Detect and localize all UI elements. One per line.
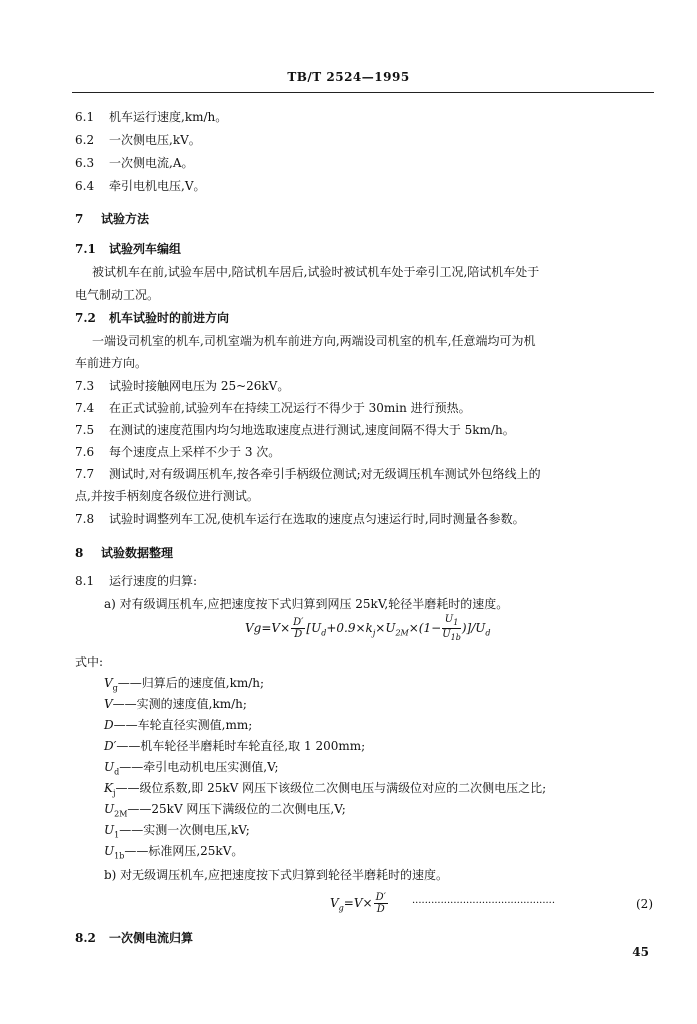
formula-2-leader-dots: ·············································	[412, 898, 556, 909]
formula-2: $V_g=V\times$ $\frac{D'}{D}$	[330, 892, 386, 915]
def-ud: $U_d——$牵引电动机电压实测值,V;	[104, 760, 279, 777]
section-7-8: 7.8 试验时调整列车工况,使机车运行在选取的速度点匀速运行时,同时测量各参数。	[75, 512, 525, 526]
section-7-2-body-1: 一端设司机室的机车,司机室端为机车前进方向,两端设司机室的机车,任意端均可为机	[92, 334, 536, 348]
def-d-prime: D′——机车轮径半磨耗时车轮直径,取 1 200mm;	[104, 739, 366, 753]
def-vg: $V_g——$归算后的速度值,km/h;	[104, 676, 265, 693]
formula-1-fraction-d: $\frac{D'}{D}$	[293, 617, 304, 640]
section-7-7-line-1: 7.7 测试时,对有级调压机车,按各牵引手柄级位测试;对无级调压机车测试外包络线上的	[75, 467, 541, 481]
section-8-1-a: a) 对有级调压机车,应把速度按下式归算到网压 25kV,轮径半磨耗时的速度。	[104, 597, 509, 611]
section-7-1-body-1: 被试机车在前,试验车居中,陪试机车居后,试验时被试机车处于牵引工况,陪试机车处于	[92, 265, 540, 279]
section-7-2-heading: 7.2 机车试验时的前进方向	[75, 311, 230, 325]
param-6-1: 6.1 机车运行速度,km/h。	[75, 110, 228, 124]
section-7-1-body-2: 电气制动工况。	[75, 288, 160, 302]
def-v: V——实测的速度值,km/h;	[104, 697, 247, 711]
section-7-1-heading: 7.1 试验列车编组	[75, 242, 182, 256]
header-title: TB/T 2524—1995	[287, 70, 410, 84]
formula-1: Vg=V× $\frac{D'}{D}$ [$U_d+0.9\times k_j\times U_{2M}\times(1-$ $\frac{U_1}{U_{1b}}$ )]$/U_d$	[245, 614, 491, 642]
section-7-4: 7.4 在正式试验前,试验列车在持续工况运行不得少于 30min 进行预热。	[75, 401, 471, 415]
section-7-6: 7.6 每个速度点上采样不少于 3 次。	[75, 445, 281, 459]
section-7-3: 7.3 试验时接触网电压为 25~26kV。	[75, 379, 290, 393]
section-7-heading: 7 试验方法	[75, 212, 150, 226]
formula-1-fraction-u: $\frac{U_1}{U_{1b}}$	[442, 614, 461, 642]
def-d: D——车轮直径实测值,mm;	[104, 718, 253, 732]
section-8-heading: 8 试验数据整理	[75, 546, 174, 560]
where-label: 式中:	[75, 655, 104, 669]
def-kj: $K_j——$级位系数,即 25kV 网压下该级位二次侧电压与满级位对应的二次侧电压之比;	[104, 781, 547, 798]
header-rule	[72, 92, 654, 93]
section-8-1-heading: 8.1 运行速度的归算:	[75, 574, 198, 588]
section-8-2-heading: 8.2 一次侧电流归算	[75, 931, 194, 945]
section-7-2-body-2: 车前进方向。	[75, 356, 148, 370]
page-number: 45	[632, 945, 649, 959]
def-u1b: $U_{1b}——$标准网压,25kV。	[104, 844, 244, 861]
param-6-2: 6.2 一次侧电压,kV。	[75, 133, 201, 147]
section-8-1-b: b) 对无级调压机车,应把速度按下式归算到轮径半磨耗时的速度。	[104, 868, 448, 882]
formula-2-fraction: $\frac{D'}{D}$	[375, 892, 386, 915]
section-7-7-line-2: 点,并按手柄刻度各级位进行测试。	[75, 489, 259, 503]
param-6-4: 6.4 牵引电机电压,V。	[75, 179, 206, 193]
section-7-5: 7.5 在测试的速度范围内均匀地选取速度点进行测试,速度间隔不得大于 5km/h。	[75, 423, 515, 437]
formula-2-tag: (2)	[636, 897, 653, 911]
param-6-3: 6.3 一次侧电流,A。	[75, 156, 194, 170]
def-u2m: $U_{2M}——25kV$ 网压下满级位的二次侧电压,V;	[104, 802, 346, 819]
def-u1: $U_1——$实测一次侧电压,kV;	[104, 823, 250, 840]
